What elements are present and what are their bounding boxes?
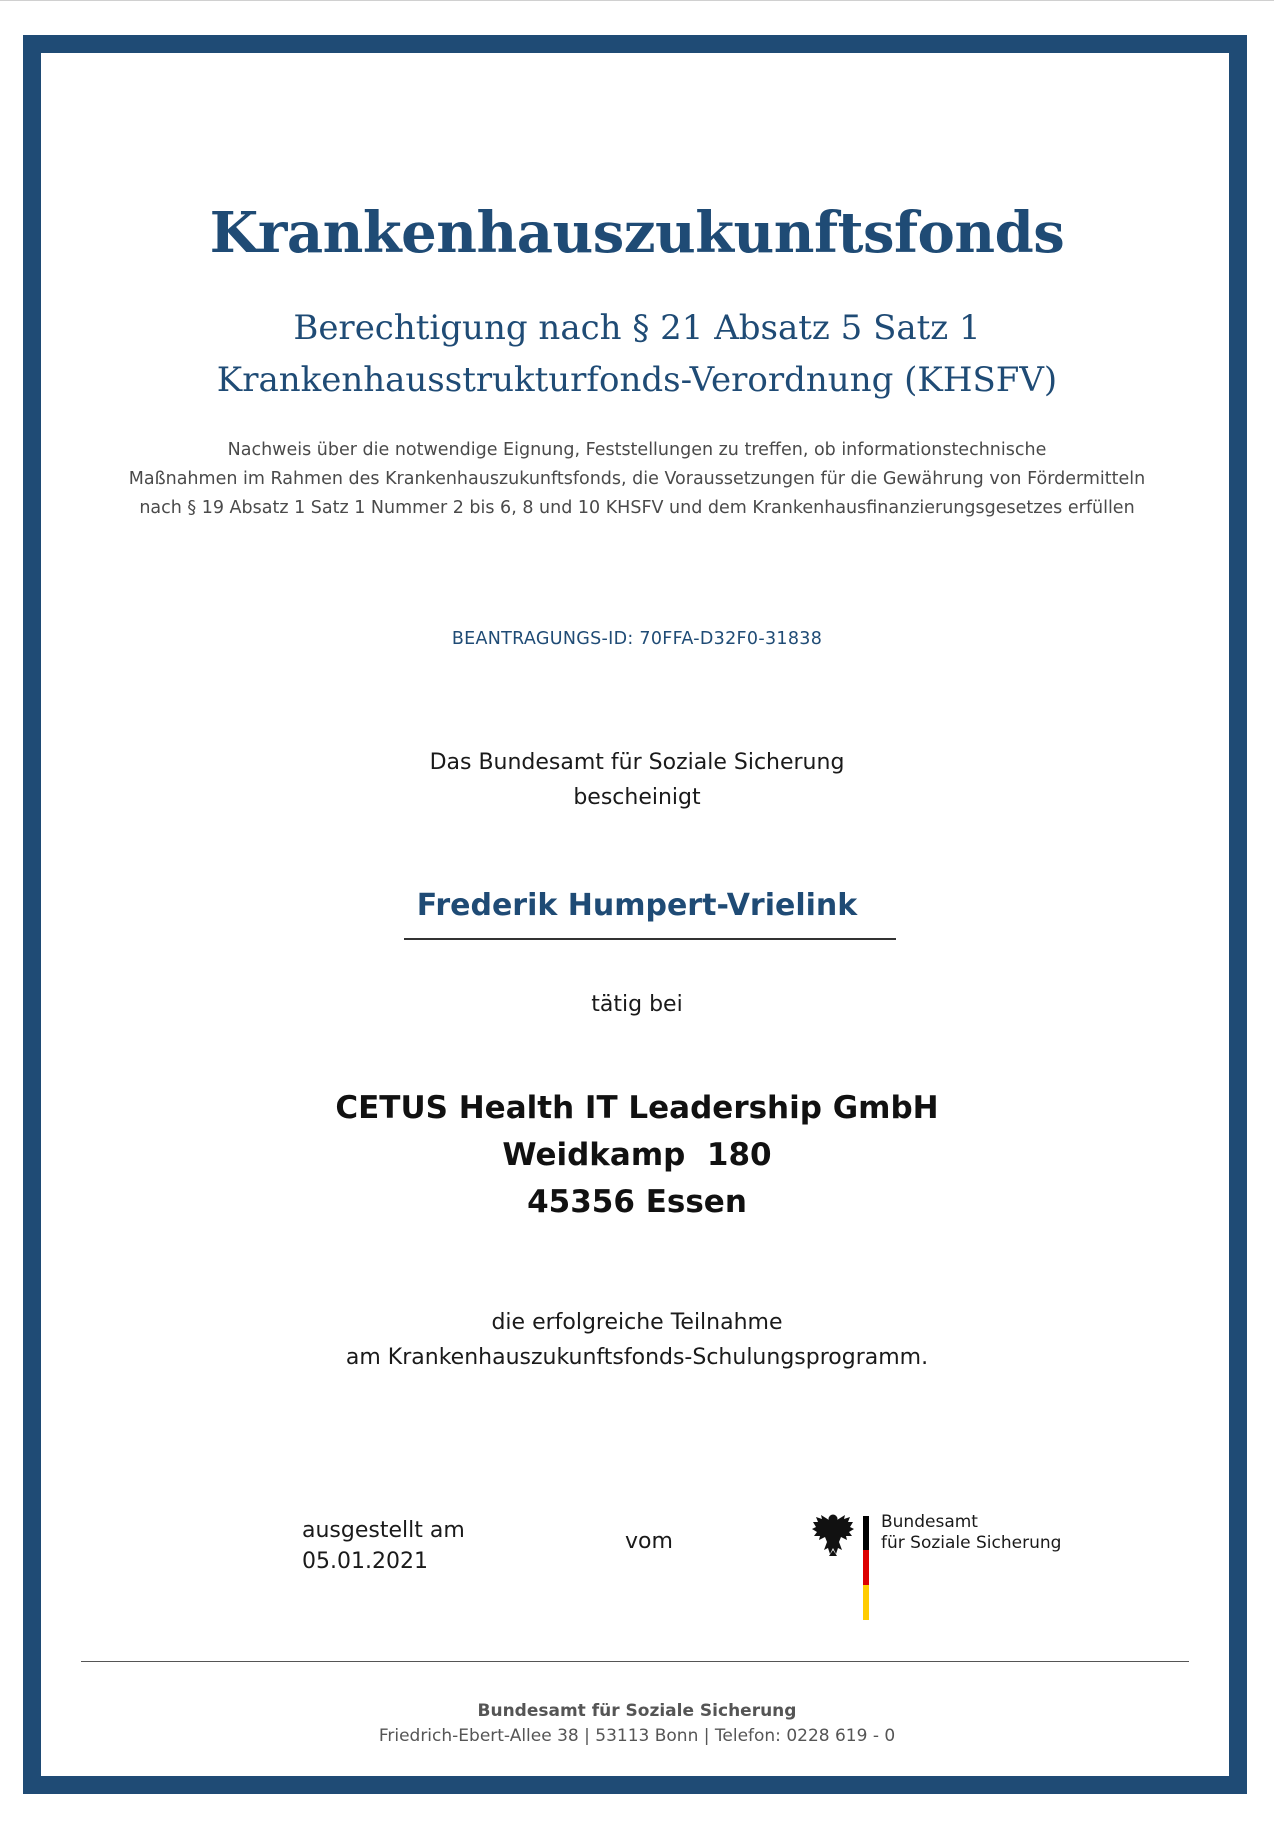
footer-divider xyxy=(81,1661,1189,1662)
certificate-subtitle xyxy=(0,302,1274,406)
certificate-title: Krankenhauszukunftsfonds xyxy=(209,200,1065,266)
federal-eagle-icon xyxy=(812,1512,854,1556)
footer-organization: Bundesamt für Soziale Sicherung xyxy=(477,1701,797,1721)
issuer-line-1: Das Bundesamt für Soziale Sicherung xyxy=(429,750,845,775)
issuer-line-2: bescheinigt xyxy=(573,785,701,810)
issued-label: ausgestellt am xyxy=(302,1518,465,1543)
company-street: Weidkamp 180 xyxy=(502,1137,772,1173)
description-line-2: Maßnahmen im Rahmen des Krankenhauszukunftsfonds, die Voraussetzungen für die Gewährung von Fördermitteln xyxy=(128,469,1146,489)
employed-at-label: tätig bei xyxy=(591,992,683,1017)
from-label: vom xyxy=(625,1529,673,1554)
subtitle-line-1: Berechtigung nach § 21 Absatz 5 Satz 1 xyxy=(293,308,981,348)
participation-statement xyxy=(0,1305,1274,1375)
certificate-description xyxy=(0,436,1274,523)
issued-block xyxy=(302,1515,465,1577)
flag-gold xyxy=(863,1585,869,1620)
logo-text xyxy=(881,1512,1061,1554)
issued-date: 05.01.2021 xyxy=(302,1549,428,1574)
bas-logo xyxy=(812,1512,1062,1622)
application-id: BEANTRAGUNGS-ID: 70FFA-D32F0-31838 xyxy=(451,629,823,649)
company-name: CETUS Health IT Leadership GmbH xyxy=(335,1090,939,1126)
description-line-3: nach § 19 Absatz 1 Satz 1 Nummer 2 bis 6, 8 und 10 KHSFV und dem Krankenhausfinanzierungsgesetzes erfüllen xyxy=(139,498,1135,518)
footer-address: Friedrich-Ebert-Allee 38 | 53113 Bonn | Telefon: 0228 619 - 0 xyxy=(378,1726,896,1746)
issuer-statement xyxy=(0,745,1274,815)
logo-line-2: für Soziale Sicherung xyxy=(881,1533,1062,1553)
flag-black xyxy=(863,1516,869,1550)
recipient-name: Frederik Humpert-Vrielink xyxy=(416,888,858,923)
description-line-1: Nachweis über die notwendige Eignung, Feststellungen zu treffen, ob informationstechnische xyxy=(227,440,1047,460)
subtitle-line-2: Krankenhausstrukturfonds-Verordnung (KHSFV) xyxy=(216,360,1058,400)
logo-line-1: Bundesamt xyxy=(881,1512,978,1532)
participation-line-1: die erfolgreiche Teilnahme xyxy=(491,1310,783,1335)
recipient-name-underline xyxy=(404,938,896,940)
flag-red xyxy=(863,1550,869,1585)
participation-line-2: am Krankenhauszukunftsfonds-Schulungsprogramm. xyxy=(345,1345,929,1370)
company-city: 45356 Essen xyxy=(527,1184,747,1220)
german-flag-stripe xyxy=(863,1516,869,1620)
company-block xyxy=(0,1085,1274,1226)
